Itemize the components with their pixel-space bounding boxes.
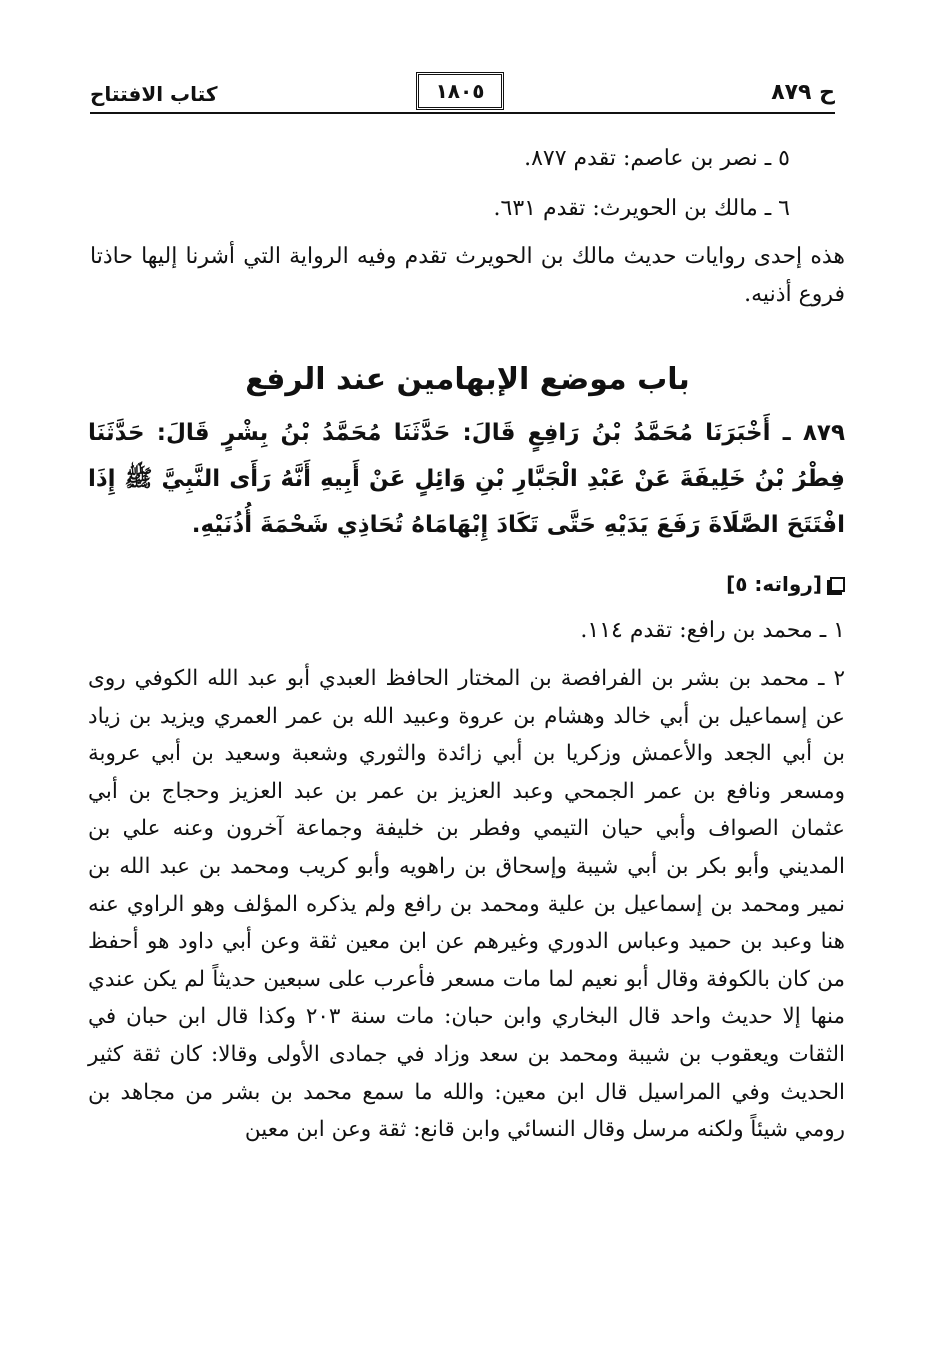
hadith-text: ٨٧٩ ـ أَخْبَرَنَا مُحَمَّدُ بْنُ رَافِعٍ قَالَ: حَدَّثَنَا مُحَمَّدُ بْنُ بِشْرٍ قَالَ: حَدَّثَنَا فِطْرُ بْنُ خَلِيفَةَ عَنْ عَبْدِ الْجَبَّارِ بْنِ وَائِلٍ عَنْ أَبِيهِ أَنَّهُ رَأَى النَّبِيَّ ﷺ إِذَا افْتَتَحَ الصَّلَاةَ رَفَعَ يَدَيْهِ حَتَّى تَكَادَ إِبْهَامَاهُ تُحَاذِي شَحْمَةَ أُذُنَيْهِ.	[88, 420, 845, 538]
header-divider	[90, 112, 835, 114]
narrators-heading	[726, 566, 845, 602]
narrator-entry-2: ٢ ـ محمد بن بشر بن الفرافصة بن المختار الحافظ العبدي أبو عبد الله الكوفي روى عن إسماعيل بن أبي خالد وهشام بن عروة وعبيد الله بن عمر العمري ويزيد بن زياد بن أبي الجعد والأعمش وزكريا بن أبي زائدة والثوري وشعبة وسعيد بن أبي عروبة ومسعر ونافع بن عمر الجمحي وعبد العزيز بن عمر بن عبد العزيز وحجاج بن أبي عثمان الصواف وأبي حيان التيمي وفطر بن خليفة وجماعة آخرون وعنه علي بن المديني وأبو بكر بن أبي شيبة وإسحاق بن راهويه وأبو كريب ومحمد بن عبد الله بن نمير ومحمد بن إسماعيل بن علية ومحمد بن رافع ولم يذكره المؤلف وهو الراوي عنه هنا وعبد بن حميد وعباس الدوري وغيرهم عن ابن معين ثقة وعن أبي داود هو أحفظ من كان بالكوفة وقال أبو نعيم لما مات مسعر فأعرب على سبعين حديثاً لم يكن عندي منها إلا حديث واحد قال البخاري وابن حبان: مات سنة ٢٠٣ وكذا قال ابن حبان في الثقات ويعقوب بن شيبة ومحمد بن سعد وزاد في جمادى الأولى وقالا: كان ثقة كثير الحديث وفي المراسيل قال ابن معين: والله ما سمع محمد بن بشر من مجاهد بن رومي شيئاً ولكنه مرسل وقال النسائي وابن قانع: ثقة وعن ابن معين	[88, 666, 846, 1143]
chapter-title: باب موضع الإبهامين عند الرفع	[245, 362, 690, 397]
hadith-reference: ح ٨٧٩	[771, 80, 835, 105]
narrator-entry-6: ٦ ـ مالك بن الحويرث: تقدم ٦٣١.	[493, 196, 790, 221]
narrator-entry-5: ٥ ـ نصر بن عاصم: تقدم ٨٧٧.	[524, 146, 790, 171]
commentary-note: هذه إحدى روايات حديث مالك بن الحويرث تقدم وفيه الرواية التي أشرنا إليها حاذتا فروع أذنيه.	[90, 244, 845, 307]
narrator-entry-1: ١ ـ محمد بن رافع: تقدم ١١٤.	[580, 618, 845, 643]
running-header	[90, 72, 835, 122]
narrators-count: [رواته: ٥]	[726, 572, 822, 596]
square-bullet-icon	[830, 577, 845, 592]
book-title: كتاب الافتتاح	[90, 82, 218, 106]
page-number: ١٨٠٥	[416, 72, 504, 110]
